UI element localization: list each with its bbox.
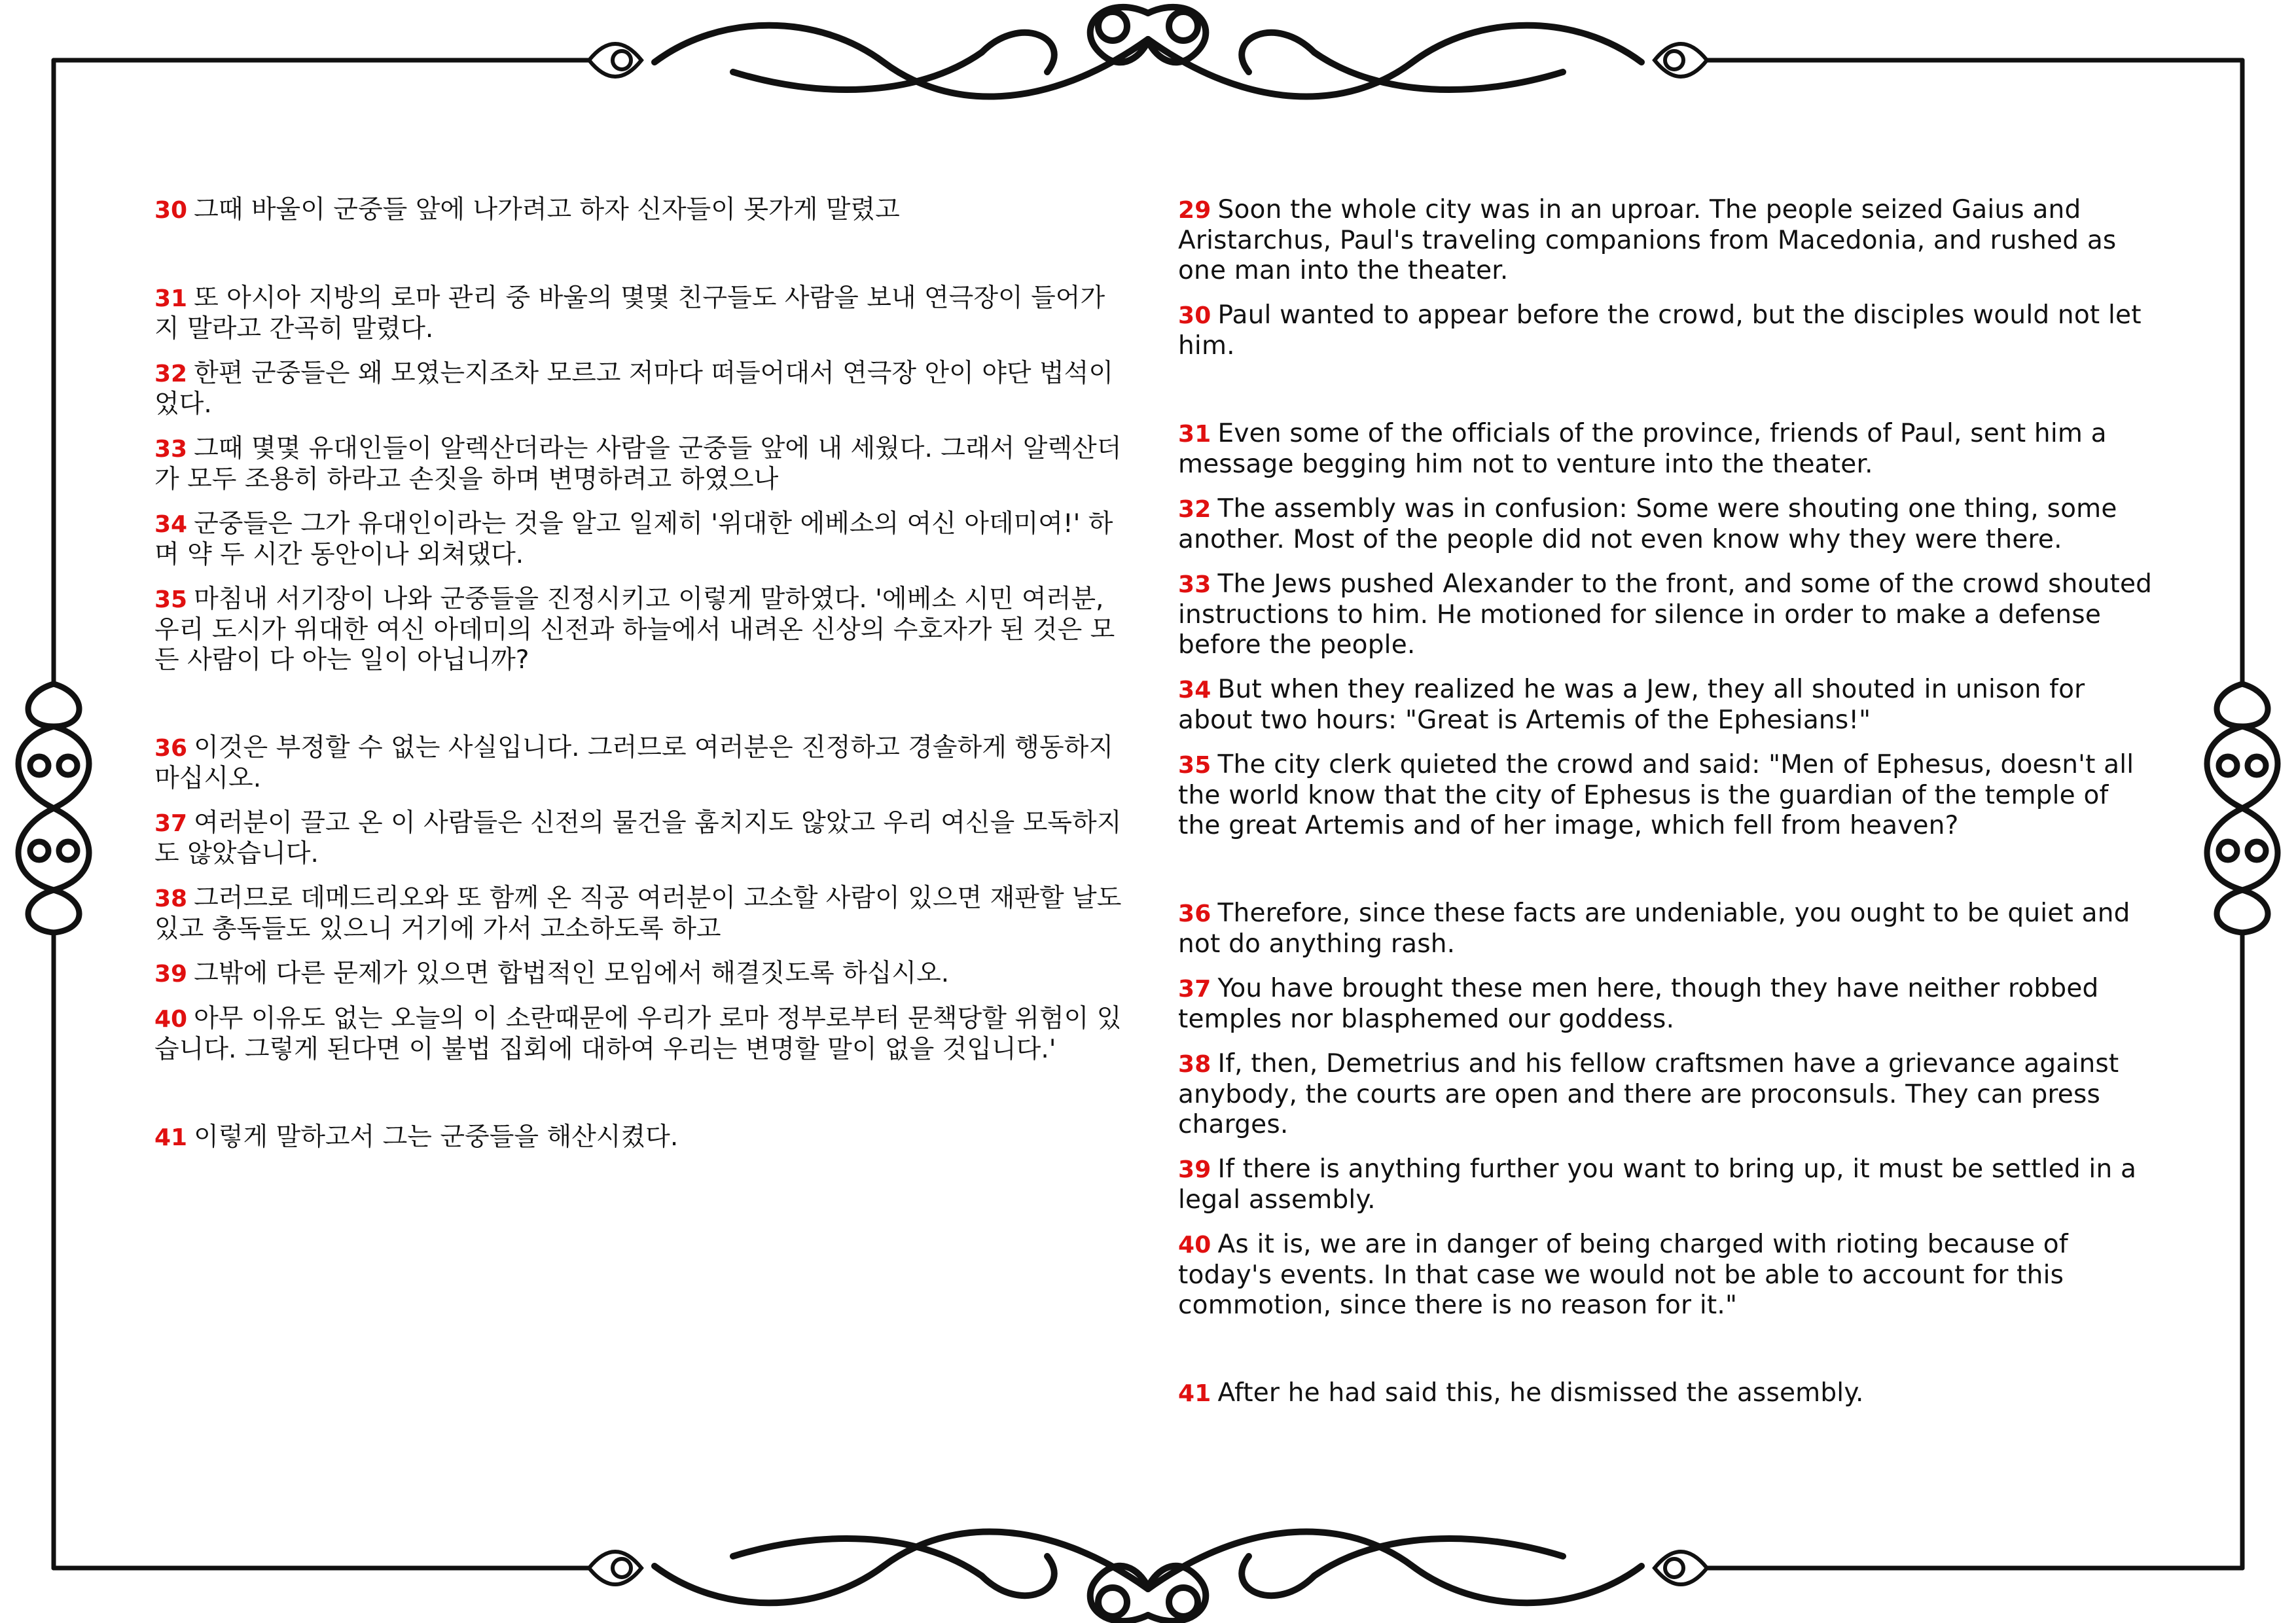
verse-text: 이것은 부정할 수 없는 사실입니다. 그러므로 여러분은 진정하고 경솔하게 행동하지 마십시오. <box>154 733 1113 793</box>
korean-column <box>154 195 1123 1168</box>
verse <box>154 1122 1123 1153</box>
verse <box>154 195 1123 226</box>
verse-text: Soon the whole city was in an uproar. The people seized Gaius and Aristarchus, Paul's traveling companions from Macedonia, and rushed as one man into the theater. <box>1178 195 2117 285</box>
verse-text: You have brought these men here, though they have neither robbed temples nor blasphemed our goddess. <box>1178 974 2099 1034</box>
verse-text: But when they realized he was a Jew, they all shouted in unison for about two hours: "Great is Artemis of the Ephesians!" <box>1178 675 2085 735</box>
verse-text: If there is anything further you want to bring up, it must be settled in a legal assembly. <box>1178 1154 2137 1215</box>
verse <box>1178 569 2153 660</box>
verse-number: 41 <box>1178 1380 1211 1407</box>
verse <box>1178 1154 2153 1215</box>
verse-text: The assembly was in confusion: Some were shouting one thing, some another. Most of the people did not even know why they were there. <box>1178 494 2117 554</box>
english-column <box>1178 195 2153 1423</box>
verse-number: 38 <box>1178 1051 1211 1078</box>
scroll-ornament-icon <box>655 1532 1641 1622</box>
verse <box>1178 899 2153 959</box>
verse-text: 아무 이유도 없는 오늘의 이 소란때문에 우리가 로마 정부로부터 문책당할 위험이 있습니다. 그렇게 된다면 이 불법 집회에 대하여 우리는 변명할 말이 없을 것입니다.' <box>154 1004 1122 1064</box>
verse <box>1178 1378 2153 1409</box>
verse-number: 33 <box>1178 571 1211 598</box>
verse-text: 그밖에 다른 문제가 있으면 합법적인 모임에서 해결짓도록 하십시오. <box>194 959 950 988</box>
verse <box>1178 1230 2153 1321</box>
verse-number: 34 <box>154 511 188 538</box>
verse <box>154 584 1123 675</box>
verse-text: The Jews pushed Alexander to the front, and some of the crowd shouted instructions to him. He motioned for silence in order to make a defense before the people. <box>1178 569 2153 660</box>
verse-text: If, then, Demetrius and his fellow craftsmen have a grievance against anybody, the courts are open and there are proconsuls. They can press charges. <box>1178 1049 2119 1139</box>
verse <box>154 959 1123 990</box>
verse-number: 31 <box>154 285 188 312</box>
verse-number: 35 <box>154 586 188 613</box>
verse <box>154 1004 1123 1065</box>
verse-number: 31 <box>1178 421 1211 448</box>
verse <box>1178 750 2153 841</box>
verse-number: 32 <box>154 361 188 387</box>
verse-number: 30 <box>1178 302 1211 329</box>
verse <box>154 733 1123 794</box>
scroll-ornament-icon <box>655 7 1641 97</box>
verse-number: 35 <box>1178 752 1211 779</box>
verse-text: As it is, we are in danger of being charged with rioting because of today's events. In that case we would not be able to account for this commotion, since there is no reason for it." <box>1178 1230 2068 1320</box>
verse-number: 29 <box>1178 197 1211 224</box>
verse <box>154 283 1123 344</box>
verse-number: 37 <box>1178 976 1211 1003</box>
verse-text: After he had said this, he dismissed the assembly. <box>1217 1378 1864 1408</box>
verse-text: Even some of the officials of the province, friends of Paul, sent him a message begging him not to venture into the theater. <box>1178 419 2107 479</box>
verse-number: 39 <box>1178 1156 1211 1183</box>
verse <box>1178 300 2153 361</box>
heart-scroll-icon <box>2207 684 2278 933</box>
verse <box>154 808 1123 869</box>
verse-text: 그때 바울이 군중들 앞에 나가려고 하자 신자들이 못가게 말렸고 <box>194 195 900 224</box>
verse <box>154 509 1123 570</box>
verse-text: Therefore, since these facts are undeniable, you ought to be quiet and not do anything rash. <box>1178 899 2130 959</box>
verse-text: Paul wanted to appear before the crowd, but the disciples would not let him. <box>1178 300 2142 361</box>
verse-number: 40 <box>1178 1232 1211 1258</box>
verse <box>154 434 1123 495</box>
verse <box>1178 1049 2153 1140</box>
verse <box>1178 195 2153 286</box>
verse-number: 36 <box>1178 901 1211 927</box>
verse-number: 38 <box>154 885 188 912</box>
verse <box>1178 675 2153 736</box>
verse-text: 군중들은 그가 유대인이라는 것을 알고 일제히 '위대한 에베소의 여신 아데미여!' 하며 약 두 시간 동안이나 외쳐댔다. <box>154 509 1113 569</box>
verse <box>1178 974 2153 1035</box>
verse-text: 이렇게 말하고서 그는 군중들을 해산시켰다. <box>194 1122 679 1152</box>
verse-number: 32 <box>1178 496 1211 523</box>
verse-text: 또 아시아 지방의 로마 관리 중 바울의 몇몇 친구들도 사람을 보내 연극장이 들어가지 말라고 간곡히 말렸다. <box>154 283 1105 344</box>
verse-text: 여러분이 끌고 온 이 사람들은 신전의 물건을 훔치지도 않았고 우리 여신을 모독하지도 않았습니다. <box>154 808 1122 868</box>
verse-text: 그러므로 데메드리오와 또 함께 온 직공 여러분이 고소할 사람이 있으면 재판할 날도 있고 총독들도 있으니 거기에 가서 고소하도록 하고 <box>154 883 1122 944</box>
verse <box>154 883 1123 944</box>
verse-text: 그때 몇몇 유대인들이 알렉산더라는 사람을 군중들 앞에 내 세웠다. 그래서 알렉산더가 모두 조용히 하라고 손짓을 하며 변명하려고 하였으나 <box>154 434 1122 494</box>
verse-number: 33 <box>154 436 188 463</box>
verse-number: 41 <box>154 1124 188 1151</box>
verse-number: 39 <box>154 961 188 988</box>
verse-text: 한편 군중들은 왜 모였는지조차 모르고 저마다 떠들어대서 연극장 안이 야단 법석이었다. <box>154 359 1113 419</box>
verse-number: 34 <box>1178 677 1211 704</box>
verse-text: The city clerk quieted the crowd and said: "Men of Ephesus, doesn't all the world know that the city of Ephesus is the guardian of the temple of the great Artemis and of her image, which fell from heaven? <box>1178 750 2134 840</box>
verse-text: 마침내 서기장이 나와 군중들을 진정시키고 이렇게 말하였다. '에베소 시민 여러분, 우리 도시가 위대한 여신 아데미의 신전과 하늘에서 내려온 신상의 수호자가 된 것은 모든 사람이 다 아는 일이 아닙니까? <box>154 584 1115 675</box>
verse <box>1178 494 2153 555</box>
verse-number: 37 <box>154 810 188 837</box>
verse <box>154 359 1123 419</box>
heart-scroll-icon <box>18 684 89 933</box>
verse-number: 40 <box>154 1006 188 1033</box>
verse-number: 36 <box>154 735 188 762</box>
verse <box>1178 419 2153 480</box>
verse-number: 30 <box>154 197 188 224</box>
